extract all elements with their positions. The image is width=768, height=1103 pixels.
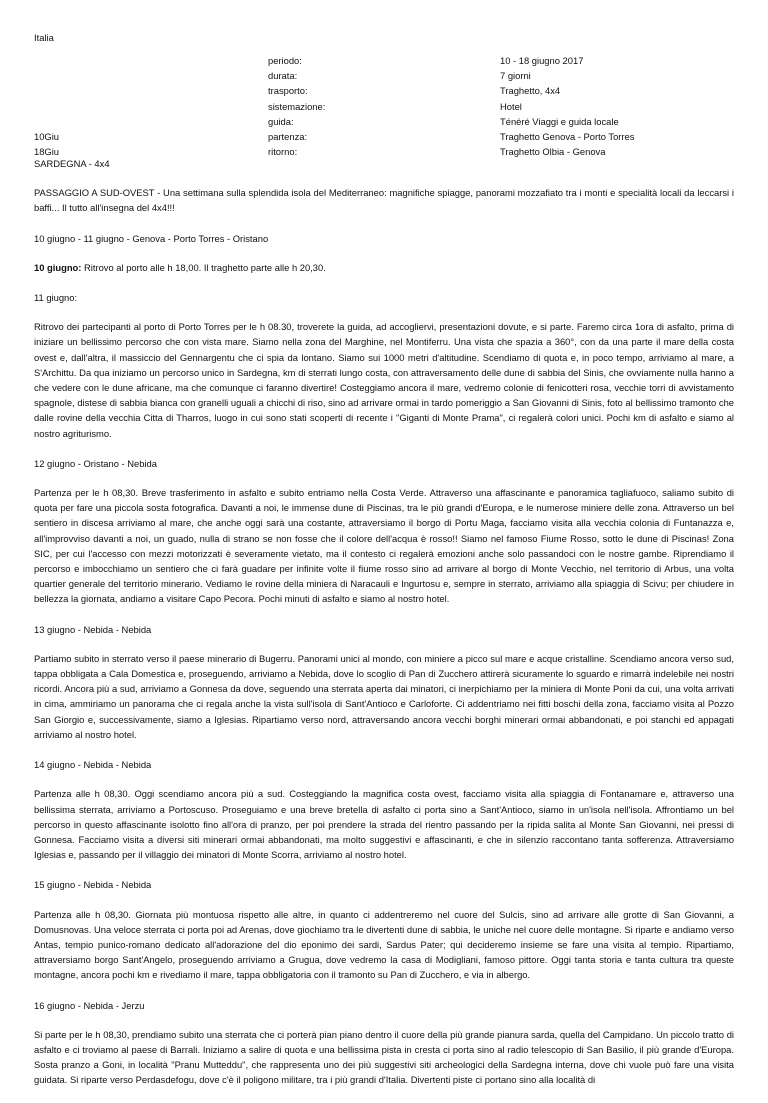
section-heading: 16 giugno - Nebida - Jerzu (34, 999, 145, 1011)
day-paragraph: Si parte per le h 08,30, prendiamo subito una sterrata che ci porterà pian piano dentro il cuore della più grande pianura sarda, quella del Campidano. Un piccolo tratto di asfalto e ci troviamo al paese di Barrali. Iniziamo a salire di quota e una bellissima pista in cresta ci porta sino al radio telescopio di San Basilio, il più grande d'Europa. Sosta pranzo a Goni, in località "Pranu Mutteddu", che rappresenta uno dei più suggestivi siti archeologici della Sardegna interna, dove chi vuole può fare una visita guidata. Si riparte verso Perdasdefogu, dove c'è il poligono militare, tra i più grandi d'Italia. Divertenti piste ci portano sino alla località di (34, 1028, 734, 1086)
day-paragraph: Ritrovo dei partecipanti al porto di Porto Torres per le h 08.30, troverete la guida, ad accogliervi, presentazioni dovute, e si parte. Faremo circa 1ora di asfalto, prima di iniziare un bellissimo percorso che con vista mare. Siamo nella zona del Marghine, nel Montiferru. Una vista che spazia a 360°, con da una parte il mare della costa ovest e, dall'altra, il massiccio del Gennargentu che ci spia da lontano. Siamo sui 1000 metri d'altitudine. Scendiamo di quota e, in poco tempo, arriviamo al mare, a S'Archittu. Da qua iniziamo un percorso unico in Sardegna, km di sterrati lungo costa, con attraversamento delle dune di sabbia del Sinis, che ovviamente nulla hanno a che vedere con le dune africane, ma che comunque ci faranno divertire! Costeggiamo ancora il mare, vedremo colonie di fenicotteri rosa, vecchie torri di avvistamento spagnole, distese di sabbia bianca con granelli uguali a chicchi di riso, sino ad arrivare ormai in tardo pomeriggio a San Giovanni di Sinis, foto al bellissimo tramonto che dalle rovine della vecchia Citta di Tharros, luogo in cui sono stati scoperti di recente i "Giganti di Monte Prama", ci regalerà colori unici. Pochi km di asfalto e siamo al nostro agriturismo. (34, 321, 734, 439)
day-paragraph: Partiamo subito in sterrato verso il paese minerario di Bugerru. Panorami unici al mondo, con miniere a picco sul mare e acque cristalline. Scendiamo ancora verso sud, tappa obbligata a Cala Domestica e, proseguendo, arriviamo a Nebida, dove lo scoglio di Pan di Zucchero attirerà sicuramente lo sguardo e rimarrà indelebile nei nostri ricordi. Ancora più a sud, arriviamo a Gonnesa da dove, seguendo una sterrata aperta dai minatori, ci inerpichiamo per la miniera di Monte Poni da cui, una volta arrivati in cima, ammiriamo un panorama che ci regala anche la vista sull'isola di Sant'Antioco e Carloforte. Ci addentriamo nei fitti boschi della zona, facciamo visita al Pozzo San Giorgio e, successivamente, siamo a Iglesias. Ripartiamo verso nord, attraversando ancora vecchi borghi minerari ormai abbandonati, e poi stanchi ed appagati arriviamo al nostro hotel. (34, 652, 734, 740)
section-heading: 12 giugno - Oristano - Nebida (34, 457, 157, 469)
info-row (34, 68, 734, 83)
info-date (34, 53, 268, 68)
section-heading: 13 giugno - Nebida - Nebida (34, 623, 152, 635)
day-paragraph (34, 260, 734, 275)
day-paragraph: Partenza alle h 08,30. Oggi scendiamo ancora più a sud. Costeggiando la magnifica costa ovest, facciamo visita alla spiaggia di Fontanamare e, attraverso una bellissima sterrata, arriviamo a Portoscuso. Proseguiamo e una breve bretella di asfalto ci porta sino a Sant'Antioco, siamo in un'isola nell'isola. Affrontiamo un bel percorso in questo affascinante isolotto fino all'ora di pranzo, per poi prendere la strada del rientro passando per la ripida salita al Monte San Giovanni, nei pressi di Gonnesa. Facciamo visita a diversi siti minerari ormai abbandonati, ma molto suggestivi e affascinanti, e che in silenzio raccontano tanta sofferenza. Attraversiamo Iglesias e, passando per il villaggio dei minatori di Monte Scorra, arriviamo al nostro hotel. (34, 788, 734, 861)
section-heading: 15 giugno - Nebida - Nebida (34, 879, 152, 891)
info-date (34, 83, 268, 98)
day-text: Ritrovo al porto alle h 18,00. Il traghetto parte alle h 20,30. (81, 261, 326, 273)
info-row (34, 53, 734, 68)
info-label: partenza: (268, 130, 308, 142)
itinerary-content (34, 156, 734, 1103)
info-label: sistemazione: (268, 100, 326, 112)
info-value: 7 giorni (500, 70, 531, 82)
info-row (34, 83, 734, 98)
country-label: Italia (34, 32, 54, 43)
info-row (34, 99, 734, 114)
day-paragraph: Partenza alle h 08,30. Giornata più montuosa rispetto alle altre, in quanto ci addentreremo nel cuore del Sulcis, sino ad arrivare alle grotte di San Giovanni, a Domusnovas. Una veloce sterrata ci porta poi ad Arenas, dove giochiamo tra le divertenti dune di sabbia, le uniche nel cuore delle montagne. Si riparte e andiamo verso Antas, tempio punico-romano dedicato all'adorazione del dio eponimo dei sardi, Sardus Pater; qui decideremo insieme se fare una visita al tempio. Ripartiamo, attraversiamo borgo Sant'Angelo, proseguendo arriviamo a Grugua, dove vedremo la casa di Modigliani, famoso pittore. Oggi tanta storia e tanta cultura tra queste montagne, ancora pochi km e rivediamo il mare, tappa obbligatoria con il tramonto su Pan di Zucchero, e via in albergo. (34, 908, 734, 981)
trip-info-table (34, 53, 734, 159)
info-row (34, 129, 734, 144)
info-date (34, 99, 268, 114)
info-row (34, 114, 734, 129)
info-value: Traghetto, 4x4 (500, 85, 561, 97)
day-paragraph: Partenza per le h 08,30. Breve trasferimento in asfalto e subito entriamo nella Costa Verde. Attraverso una affascinante e panoramica tagliafuoco, saliamo subito di quota per fare una piccola sosta fotografica. Davanti a noi, le immense dune di Piscinas, tra le più grandi d'Europa, e le numerose miniere delle zona. Attraverso un bel sentiero in discesa arriviamo al mare, che anche oggi sarà una costante, attraversiamo il borgo di Portu Maga, facciamo visita alla vecchia colonia di Funtanazza e, all'improvviso davanti a noi, un guado, nulla di strano se non fosse che il colore dell'acqua è rosso!! Siamo nel famoso Fiume Rosso, sotto le dune di Piscinas! Zona SIC, per cui l'accesso con mezzi motorizzati è severamente vietato, ma il contesto ci regalerà emozioni anche solo passandoci con le nostre gambe. Riprendiamo il percorso e imbocchiamo un sentiero che ci farà guadare per infinite volte il fiume rosso sino ad arrivare al borgo di Monte Vecchio, nel territorio di Arbus, una volta quartier generale del territorio minerario. Vediamo le rovine della miniera di Naracauli e Ingurtosu e, sempre in sterrato, arriviamo alla spiaggia di Scivu; per chiudere in bellezza la giornata, andiamo a visitare Capo Pecora. Pochi minuti di asfalto e siamo al nostro hotel. (34, 487, 734, 605)
info-label: periodo: (268, 55, 302, 66)
info-value: Traghetto Olbia - Genova (500, 146, 606, 158)
info-label: ritorno: (268, 146, 298, 158)
info-value: Hotel (500, 100, 522, 112)
day-label: 10 giugno: (34, 261, 82, 273)
info-date (34, 68, 268, 83)
info-date (34, 114, 268, 129)
info-label: durata: (268, 70, 298, 82)
intro-paragraph: PASSAGGIO A SUD-OVEST - Una settimana sulla splendida isola del Mediterraneo: magnifiche spiagge, panorami mozzafiato tra i monti e specialità locali da leccarsi i baffi... Il tutto all'insegna del 4x4!!! (34, 187, 734, 214)
info-label: trasporto: (268, 85, 308, 97)
info-date: 18Giu (34, 146, 60, 158)
info-label: guida: (268, 115, 294, 127)
trip-title: SARDEGNA - 4x4 (34, 158, 110, 169)
day-label-paragraph: 11 giugno: (34, 292, 78, 304)
info-value: Ténéré Viaggi e guida locale (500, 115, 619, 127)
info-value: Traghetto Genova - Porto Torres (500, 130, 635, 142)
section-heading: 14 giugno - Nebida - Nebida (34, 759, 152, 771)
info-date: 10Giu (34, 130, 60, 142)
info-value: 10 - 18 giugno 2017 (500, 55, 584, 66)
section-heading: 10 giugno - 11 giugno - Genova - Porto Torres - Oristano (34, 232, 269, 244)
